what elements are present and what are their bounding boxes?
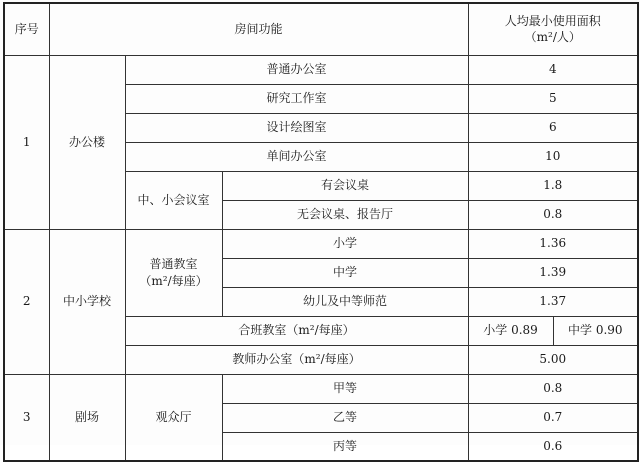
row-label: 中学 <box>222 258 468 287</box>
row-label: 甲等 <box>222 374 468 403</box>
row-value: 0.8 <box>468 374 638 403</box>
row-value: 1.8 <box>468 171 638 200</box>
row-value: 1.36 <box>468 229 638 258</box>
row-value: 10 <box>468 142 638 171</box>
row-label: 研究工作室 <box>125 84 468 113</box>
table-row <box>4 374 638 403</box>
row-value-primary: 小学 0.89 <box>468 316 553 345</box>
header-function: 房间功能 <box>49 3 468 55</box>
group-seq: 1 <box>4 55 49 229</box>
row-label: 无会议桌、报告厅 <box>222 200 468 229</box>
header-area-line2: （m²/人） <box>524 30 581 45</box>
row-value: 0.7 <box>468 403 638 432</box>
row-value: 1.37 <box>468 287 638 316</box>
header-row <box>4 3 638 55</box>
row-value: 4 <box>468 55 638 84</box>
row-label: 教师办公室（m²/每座） <box>125 345 468 374</box>
group-name: 中小学校 <box>49 229 125 374</box>
row-value: 6 <box>468 113 638 142</box>
area-standard-table <box>3 2 639 462</box>
row-value: 1.39 <box>468 258 638 287</box>
row-value: 0.8 <box>468 200 638 229</box>
row-label: 普通办公室 <box>125 55 468 84</box>
group-seq: 3 <box>4 374 49 461</box>
row-label: 设计绘图室 <box>125 113 468 142</box>
table-row <box>4 55 638 84</box>
row-label: 单间办公室 <box>125 142 468 171</box>
group-seq: 2 <box>4 229 49 374</box>
row-value: 5.00 <box>468 345 638 374</box>
row-label: 小学 <box>222 229 468 258</box>
sub-label-line1: 普通教室 <box>149 257 198 272</box>
table-row <box>4 229 638 258</box>
header-area <box>468 3 638 55</box>
row-label: 合班教室（m²/每座） <box>125 316 468 345</box>
sub-label: 中、小会议室 <box>125 171 222 229</box>
row-value: 0.6 <box>468 432 638 461</box>
header-seq: 序号 <box>4 3 49 55</box>
row-value-secondary: 中学 0.90 <box>553 316 638 345</box>
row-label: 幼儿及中等师范 <box>222 287 468 316</box>
header-area-line1: 人均最小使用面积 <box>504 14 601 29</box>
row-label: 乙等 <box>222 403 468 432</box>
sub-label <box>125 229 222 316</box>
group-name: 办公楼 <box>49 55 125 229</box>
row-label: 有会议桌 <box>222 171 468 200</box>
sub-label: 观众厅 <box>125 374 222 461</box>
group-name: 剧场 <box>49 374 125 461</box>
row-label: 丙等 <box>222 432 468 461</box>
sub-label-line2: （m²/每座） <box>139 273 208 288</box>
row-value: 5 <box>468 84 638 113</box>
